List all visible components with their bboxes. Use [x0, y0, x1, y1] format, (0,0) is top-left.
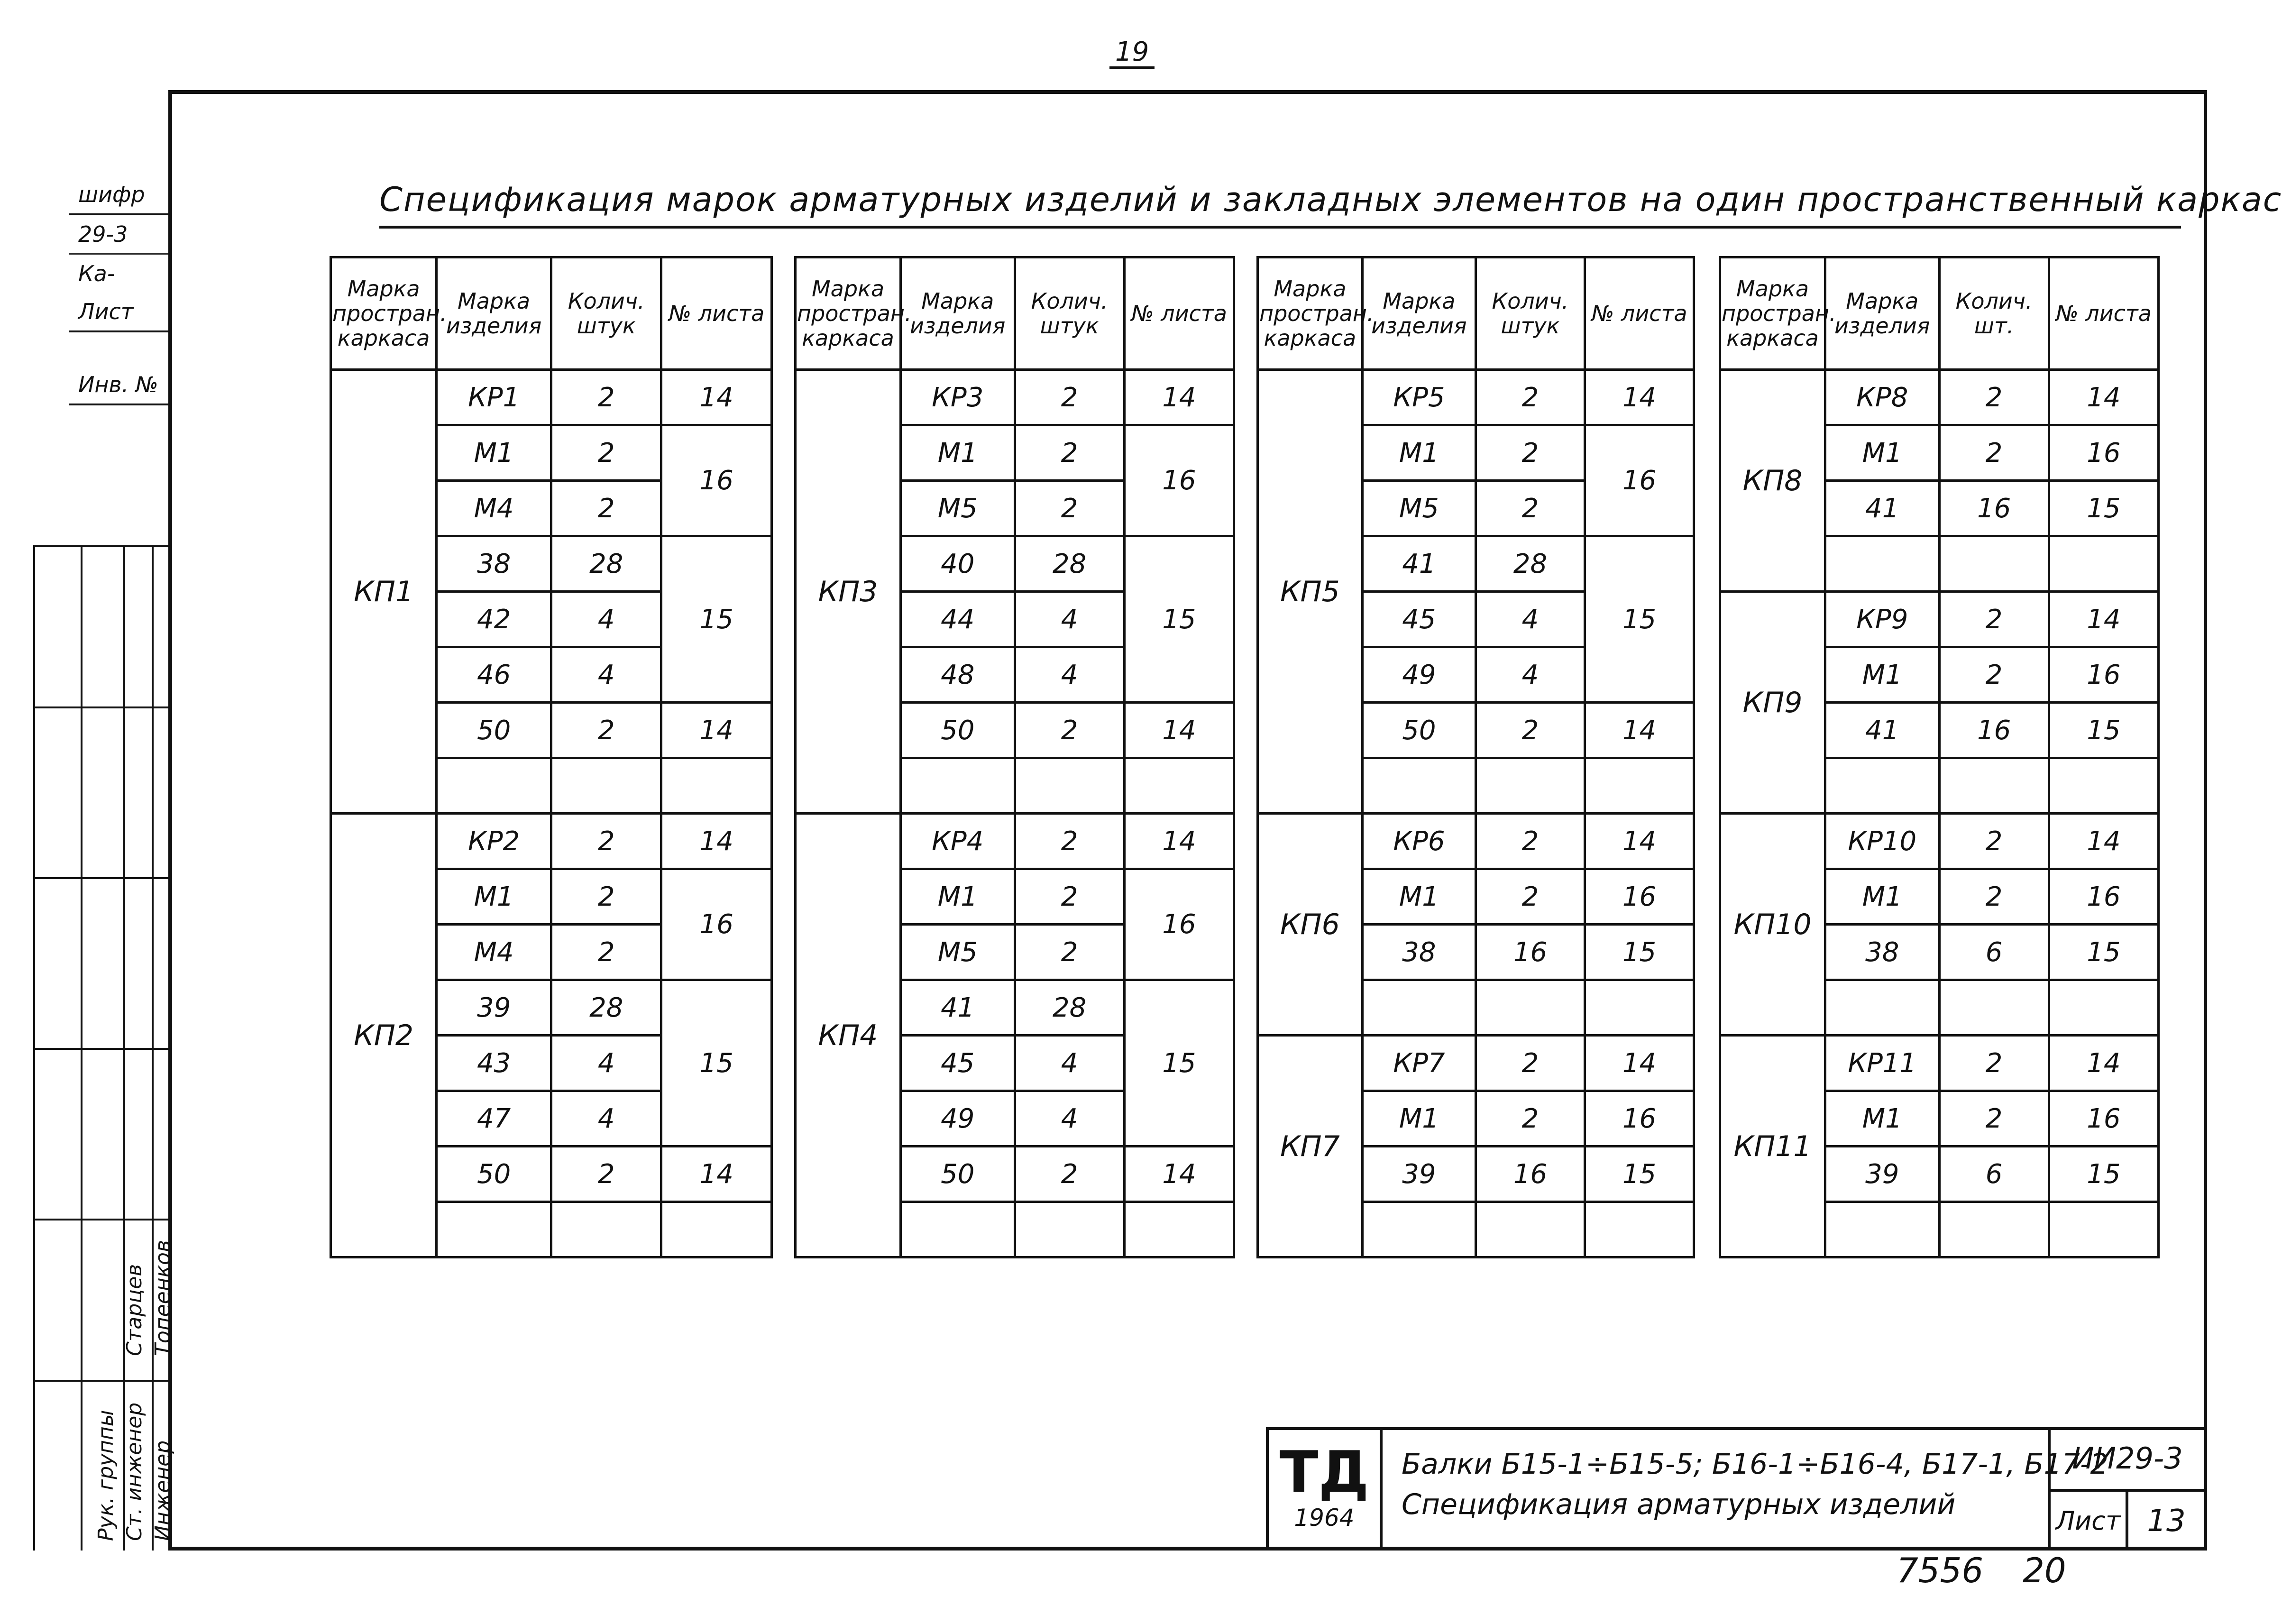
quantity-cell: 2 — [551, 703, 661, 758]
frame-mark-cell: КП10 — [1720, 814, 1825, 1036]
quantity-cell: 2 — [551, 370, 661, 425]
sheet-number-cell: 16 — [661, 869, 772, 980]
item-mark-cell — [437, 758, 551, 814]
quantity-cell: 2 — [1476, 1036, 1585, 1091]
header-frame-mark: Марка простран. каркаса — [331, 257, 437, 370]
item-mark-cell: М1 — [1825, 869, 1940, 925]
item-mark-cell: КР11 — [1825, 1036, 1940, 1091]
margin-note-cipher: шифр — [69, 175, 168, 215]
item-mark-cell: М1 — [1362, 869, 1476, 925]
quantity-cell: 2 — [1939, 425, 2049, 481]
side-stamp-line — [33, 1219, 171, 1220]
quantity-cell: 2 — [1476, 1091, 1585, 1147]
item-mark-cell: 39 — [1362, 1147, 1476, 1202]
quantity-cell: 28 — [1476, 536, 1585, 592]
sheet-number-cell: 16 — [2049, 647, 2158, 703]
header-sheet-number: № листа — [2049, 257, 2158, 370]
table-row — [331, 814, 772, 869]
spec-table-3 — [1256, 256, 1695, 1258]
header-item-mark: Марка изделия — [901, 257, 1015, 370]
sheet-number-cell: 14 — [2049, 1036, 2158, 1091]
sheet-number-cell: 16 — [2049, 425, 2158, 481]
sheet-number-cell: 16 — [1124, 425, 1234, 536]
quantity-cell: 2 — [1939, 647, 2049, 703]
item-mark-cell — [1825, 980, 1940, 1036]
sheet-number-cell — [1585, 758, 1694, 814]
item-mark-cell: М1 — [901, 869, 1015, 925]
side-name-topeenkov: Топеенков — [151, 1240, 175, 1356]
quantity-cell: 4 — [551, 592, 661, 647]
margin-note-inventory: Инв. № — [69, 366, 168, 405]
sheet-number-cell: 14 — [661, 814, 772, 869]
quantity-cell — [1015, 1202, 1124, 1257]
header-frame-mark: Марка простран. каркаса — [1258, 257, 1363, 370]
sheet-number-cell: 15 — [1585, 925, 1694, 980]
sheet-number: 13 — [2147, 1504, 2186, 1539]
item-mark-cell: 48 — [901, 647, 1015, 703]
quantity-cell: 2 — [1015, 481, 1124, 536]
item-mark-cell: КР1 — [437, 370, 551, 425]
spec-table-4 — [1719, 256, 2160, 1258]
item-mark-cell: 49 — [901, 1091, 1015, 1147]
table-row — [1720, 370, 2159, 425]
sheet-number-cell: 14 — [2049, 592, 2158, 647]
quantity-cell: 28 — [551, 536, 661, 592]
quantity-cell: 2 — [551, 869, 661, 925]
side-stamp-line — [33, 1380, 171, 1382]
sheet-number-cell — [1124, 758, 1234, 814]
spec-title: Спецификация марок арматурных изделий и закладных элементов на один пространственный каркас — [379, 180, 2181, 229]
quantity-cell: 2 — [551, 425, 661, 481]
sheet-label: Лист — [2048, 1492, 2128, 1551]
page-number: 19 — [1109, 38, 1155, 69]
item-mark-cell: М4 — [437, 481, 551, 536]
table-row — [1258, 370, 1694, 425]
frame-mark-cell: КП6 — [1258, 814, 1363, 1036]
item-mark-cell: КР7 — [1362, 1036, 1476, 1091]
quantity-cell: 4 — [551, 1091, 661, 1147]
item-mark-cell: 38 — [1362, 925, 1476, 980]
side-stamp-line — [33, 877, 171, 879]
quantity-cell: 2 — [1476, 703, 1585, 758]
item-mark-cell: 42 — [437, 592, 551, 647]
quantity-cell — [1939, 536, 2049, 592]
header-frame-mark: Марка простран. каркаса — [1720, 257, 1825, 370]
title-block — [1266, 1427, 2207, 1551]
sheet-number-cell: 15 — [2049, 925, 2158, 980]
item-mark-cell: КР3 — [901, 370, 1015, 425]
header-sheet-number: № листа — [1585, 257, 1694, 370]
sheet-number-cell — [1585, 1202, 1694, 1257]
sheet-number-cell: 16 — [1124, 869, 1234, 980]
quantity-cell: 4 — [551, 647, 661, 703]
quantity-cell — [1476, 1202, 1585, 1257]
table-row — [1720, 1036, 2159, 1091]
item-mark-cell: М1 — [1825, 425, 1940, 481]
frame-mark-cell: КП4 — [796, 814, 901, 1257]
side-role-senior-engineer: Ст. инженер — [122, 1402, 147, 1541]
sheet-number-cell — [2049, 536, 2158, 592]
quantity-cell: 28 — [551, 980, 661, 1036]
table-row — [796, 814, 1234, 869]
item-mark-cell — [1825, 758, 1940, 814]
quantity-cell: 2 — [551, 925, 661, 980]
quantity-cell: 2 — [1939, 1036, 2049, 1091]
item-mark-cell — [1825, 1202, 1940, 1257]
table-row — [1258, 1036, 1694, 1091]
sheet-number-cell: 15 — [1124, 980, 1234, 1147]
title-block-logo — [1269, 1430, 1383, 1548]
document-code: ИИ29-3 — [2048, 1430, 2204, 1492]
margin-note-sheet: Ка-Лист — [69, 255, 168, 332]
quantity-cell: 4 — [1476, 592, 1585, 647]
side-stamp-line — [33, 706, 171, 708]
item-mark-cell: КР5 — [1362, 370, 1476, 425]
table-row — [1720, 814, 2159, 869]
quantity-cell: 2 — [1476, 869, 1585, 925]
quantity-cell: 4 — [1015, 1036, 1124, 1091]
sheet-number-cell — [1585, 980, 1694, 1036]
quantity-cell: 2 — [1015, 370, 1124, 425]
item-mark-cell: 49 — [1362, 647, 1476, 703]
item-mark-cell: КР8 — [1825, 370, 1940, 425]
item-mark-cell: 41 — [1362, 536, 1476, 592]
item-mark-cell: 39 — [1825, 1147, 1940, 1202]
item-mark-cell: 50 — [437, 1147, 551, 1202]
margin-note-code: 29-3 — [69, 215, 168, 255]
item-mark-cell: 41 — [901, 980, 1015, 1036]
item-mark-cell: М5 — [1362, 481, 1476, 536]
quantity-cell: 2 — [1939, 370, 2049, 425]
item-mark-cell: КР9 — [1825, 592, 1940, 647]
side-stamp-line — [33, 545, 171, 547]
quantity-cell: 2 — [1015, 703, 1124, 758]
logo-year: 1964 — [1294, 1504, 1355, 1532]
item-mark-cell: 43 — [437, 1036, 551, 1091]
item-mark-cell — [1825, 536, 1940, 592]
sheet-number-cell — [2049, 1202, 2158, 1257]
item-mark-cell: М1 — [437, 425, 551, 481]
quantity-cell: 2 — [1015, 925, 1124, 980]
quantity-cell: 2 — [1939, 592, 2049, 647]
sheet-number-cell — [661, 1202, 772, 1257]
item-mark-cell: 45 — [901, 1036, 1015, 1091]
item-mark-cell: 38 — [1825, 925, 1940, 980]
sheet-number-cell: 15 — [661, 536, 772, 703]
quantity-cell — [1476, 980, 1585, 1036]
quantity-cell: 4 — [1015, 592, 1124, 647]
quantity-cell: 28 — [1015, 980, 1124, 1036]
item-mark-cell: КР4 — [901, 814, 1015, 869]
quantity-cell: 2 — [1015, 425, 1124, 481]
sheet-number-cell: 15 — [1585, 536, 1694, 703]
item-mark-cell: 40 — [901, 536, 1015, 592]
spec-table-2 — [794, 256, 1235, 1258]
sheet-number-cell: 16 — [2049, 1091, 2158, 1147]
quantity-cell: 2 — [551, 1147, 661, 1202]
side-stamp — [33, 545, 175, 1551]
frame-mark-cell: КП7 — [1258, 1036, 1363, 1257]
item-mark-cell: КР2 — [437, 814, 551, 869]
sheet-number-cell: 15 — [2049, 481, 2158, 536]
sheet-number-cell: 14 — [661, 1147, 772, 1202]
table-row — [1258, 814, 1694, 869]
logo-mark: ТД — [1279, 1440, 1369, 1505]
side-name-startsev: Старцев — [122, 1264, 147, 1356]
sheet-number-cell: 16 — [1585, 1091, 1694, 1147]
header-sheet-number: № листа — [1124, 257, 1234, 370]
sheet-number-cell: 15 — [1124, 536, 1234, 703]
quantity-cell: 2 — [1476, 425, 1585, 481]
item-mark-cell: КР10 — [1825, 814, 1940, 869]
quantity-cell: 2 — [1476, 814, 1585, 869]
sheet-number-cell: 16 — [1585, 869, 1694, 925]
item-mark-cell: 38 — [437, 536, 551, 592]
sheet-number-cell: 16 — [1585, 425, 1694, 536]
title-line-2: Спецификация арматурных изделий — [1402, 1488, 1956, 1521]
sheet-number-cell: 14 — [2049, 370, 2158, 425]
item-mark-cell: 46 — [437, 647, 551, 703]
quantity-cell — [1939, 1202, 2049, 1257]
item-mark-cell: М1 — [1362, 425, 1476, 481]
sheet-number-cell: 15 — [1585, 1147, 1694, 1202]
table-row — [796, 370, 1234, 425]
header-item-mark: Марка изделия — [1362, 257, 1476, 370]
header-quantity: Колич. штук — [1015, 257, 1124, 370]
item-mark-cell: 39 — [437, 980, 551, 1036]
frame-mark-cell: КП5 — [1258, 370, 1363, 814]
quantity-cell: 2 — [1015, 814, 1124, 869]
quantity-cell: 6 — [1939, 1147, 2049, 1202]
frame-mark-cell: КП9 — [1720, 592, 1825, 814]
sheet-number-cell — [2049, 980, 2158, 1036]
side-role-group-head: Рук. группы — [94, 1410, 118, 1541]
title-line-1: Балки Б15-1÷Б15-5; Б16-1÷Б16-4, Б17-1, Б17-2 — [1402, 1448, 2108, 1481]
quantity-cell: 2 — [1939, 814, 2049, 869]
sheet-number-cell: 14 — [1124, 370, 1234, 425]
quantity-cell — [1939, 758, 2049, 814]
quantity-cell: 4 — [1015, 1091, 1124, 1147]
quantity-cell: 2 — [1015, 1147, 1124, 1202]
item-mark-cell: 47 — [437, 1091, 551, 1147]
frame-mark-cell: КП8 — [1720, 370, 1825, 592]
frame-mark-cell: КП1 — [331, 370, 437, 814]
quantity-cell: 2 — [1939, 1091, 2049, 1147]
header-quantity: Колич. штук — [1476, 257, 1585, 370]
sheet-number-cell: 14 — [661, 370, 772, 425]
spec-table-1 — [330, 256, 773, 1258]
sheet-number-cell: 15 — [2049, 1147, 2158, 1202]
item-mark-cell — [901, 758, 1015, 814]
item-mark-cell — [1362, 758, 1476, 814]
header-frame-mark: Марка простран. каркаса — [796, 257, 901, 370]
sheet-number-cell: 14 — [1585, 814, 1694, 869]
sheet-number-cell: 14 — [1124, 814, 1234, 869]
item-mark-cell: 41 — [1825, 481, 1940, 536]
header-quantity: Колич. шт. — [1939, 257, 2049, 370]
item-mark-cell: 50 — [901, 1147, 1015, 1202]
item-mark-cell: М1 — [437, 869, 551, 925]
header-sheet-number: № листа — [661, 257, 772, 370]
item-mark-cell: 50 — [1362, 703, 1476, 758]
header-item-mark: Марка изделия — [437, 257, 551, 370]
item-mark-cell — [901, 1202, 1015, 1257]
quantity-cell: 2 — [1476, 370, 1585, 425]
quantity-cell — [1476, 758, 1585, 814]
side-role-engineer: Инженер — [151, 1440, 175, 1541]
side-stamp-line — [33, 1048, 171, 1050]
footer-numbers: 7556 20 — [1897, 1551, 2066, 1590]
item-mark-cell: 41 — [1825, 703, 1940, 758]
quantity-cell: 2 — [551, 814, 661, 869]
quantity-cell: 2 — [1939, 869, 2049, 925]
quantity-cell: 16 — [1939, 481, 2049, 536]
item-mark-cell: М5 — [901, 481, 1015, 536]
quantity-cell: 16 — [1476, 1147, 1585, 1202]
sheet-number-cell: 15 — [661, 980, 772, 1147]
item-mark-cell: 44 — [901, 592, 1015, 647]
sheet-number-cell: 14 — [1585, 370, 1694, 425]
quantity-cell: 28 — [1015, 536, 1124, 592]
item-mark-cell: М1 — [1825, 647, 1940, 703]
item-mark-cell — [1362, 1202, 1476, 1257]
sheet-number-cell: 14 — [1124, 703, 1234, 758]
item-mark-cell — [1362, 980, 1476, 1036]
table-row — [331, 370, 772, 425]
quantity-cell — [551, 1202, 661, 1257]
quantity-cell: 4 — [551, 1036, 661, 1091]
frame-mark-cell: КП2 — [331, 814, 437, 1257]
table-row — [1720, 592, 2159, 647]
sheet-number-cell — [661, 758, 772, 814]
quantity-cell: 4 — [1476, 647, 1585, 703]
sheet-number-cell: 16 — [661, 425, 772, 536]
margin-notes — [69, 175, 168, 405]
sheet-number-cell: 14 — [2049, 814, 2158, 869]
header-quantity: Колич. штук — [551, 257, 661, 370]
item-mark-cell: М1 — [1362, 1091, 1476, 1147]
quantity-cell: 16 — [1939, 703, 2049, 758]
item-mark-cell: М5 — [901, 925, 1015, 980]
item-mark-cell: 50 — [437, 703, 551, 758]
quantity-cell: 16 — [1476, 925, 1585, 980]
item-mark-cell: М4 — [437, 925, 551, 980]
quantity-cell: 2 — [551, 481, 661, 536]
header-item-mark: Марка изделия — [1825, 257, 1940, 370]
quantity-cell — [1939, 980, 2049, 1036]
sheet-number-cell — [2049, 758, 2158, 814]
sheet-number-cell: 15 — [2049, 703, 2158, 758]
sheet-number-cell: 16 — [2049, 869, 2158, 925]
quantity-cell: 6 — [1939, 925, 2049, 980]
item-mark-cell: 45 — [1362, 592, 1476, 647]
frame-mark-cell: КП3 — [796, 370, 901, 814]
item-mark-cell — [437, 1202, 551, 1257]
sheet-number-cell: 14 — [1585, 1036, 1694, 1091]
sheet-number-cell: 14 — [1124, 1147, 1234, 1202]
item-mark-cell: М1 — [901, 425, 1015, 481]
sheet-number-cell — [1124, 1202, 1234, 1257]
item-mark-cell: 50 — [901, 703, 1015, 758]
quantity-cell — [1015, 758, 1124, 814]
quantity-cell: 2 — [1015, 869, 1124, 925]
item-mark-cell: М1 — [1825, 1091, 1940, 1147]
quantity-cell — [551, 758, 661, 814]
quantity-cell: 2 — [1476, 481, 1585, 536]
item-mark-cell: КР6 — [1362, 814, 1476, 869]
frame-mark-cell: КП11 — [1720, 1036, 1825, 1257]
quantity-cell: 4 — [1015, 647, 1124, 703]
sheet-number-cell: 14 — [661, 703, 772, 758]
sheet-number-cell: 14 — [1585, 703, 1694, 758]
